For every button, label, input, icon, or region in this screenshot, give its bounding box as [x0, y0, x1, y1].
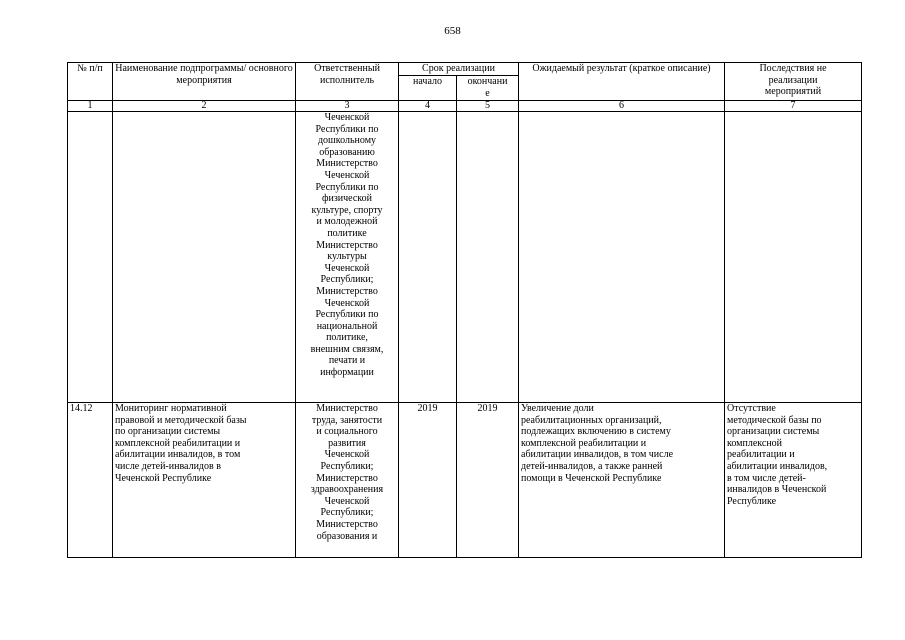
cell-line: печати и — [328, 355, 366, 367]
header-executor: Ответственный исполнитель — [296, 63, 399, 101]
cell-line: здравоохранения — [310, 484, 384, 496]
header-name: Наименование подпрограммы/ основного мероприятия — [113, 63, 296, 101]
cell-line: по организации системы — [115, 426, 221, 438]
cell-line: Республики; — [320, 507, 374, 519]
header-term-group: Срок реализации — [399, 63, 519, 76]
cell-line: организации системы — [727, 426, 820, 438]
cell-line: Министерство — [316, 158, 378, 170]
page-number: 658 — [444, 25, 461, 37]
cell-line: культуры — [327, 251, 367, 263]
column-number: 2 — [113, 101, 296, 112]
cell-line: реабилитации и — [727, 449, 795, 461]
cell-line: Республики по — [315, 309, 379, 321]
cell-line: образованию — [319, 146, 375, 158]
row-name — [113, 403, 296, 558]
cell-line: Министерство — [316, 239, 378, 251]
cell-line: внешним связям, — [310, 343, 384, 355]
column-number: 1 — [68, 101, 113, 112]
row-executor — [296, 403, 399, 558]
row-start: 2019 — [399, 403, 457, 558]
cell-line: абилитации инвалидов, в том — [115, 449, 241, 461]
table-row — [68, 403, 862, 558]
cell-line: Республики; — [320, 460, 374, 472]
cell-line: Министерство — [316, 518, 378, 530]
row-result — [519, 403, 725, 558]
column-number: 3 — [296, 101, 399, 112]
cell-line: культуре, спорту — [311, 204, 383, 216]
row-end: 2019 — [457, 403, 519, 558]
cell-line: Министерство — [316, 285, 378, 297]
column-number: 6 — [519, 101, 725, 112]
cell-line: правовой и методической базы — [115, 414, 247, 426]
cell-line: и социального — [316, 426, 378, 438]
cell-line: абилитации инвалидов, в том числе — [521, 449, 674, 461]
row-start — [399, 112, 457, 403]
cell-line: Чеченской — [324, 449, 370, 461]
cell-line: труда, занятости — [311, 414, 383, 426]
cell-line: комплексной реабилитации и — [521, 437, 647, 449]
row-consequences — [725, 403, 862, 558]
cell-line: политике, — [326, 332, 368, 344]
cell-line: детей-инвалидов, а также ранней — [521, 460, 663, 472]
cell-line: дошкольному — [317, 135, 377, 147]
cell-line: Чеченской — [324, 169, 370, 181]
cell-line: Министерство — [316, 472, 378, 484]
row-result — [519, 112, 725, 403]
cell-line: Республики; — [320, 274, 374, 286]
cell-line: Республики по — [315, 123, 379, 135]
row-name — [113, 112, 296, 403]
header-end: окончани е — [457, 76, 519, 101]
row-executor — [296, 112, 399, 403]
cell-line: политике — [327, 227, 367, 239]
column-number: 7 — [725, 101, 862, 112]
cell-line: Мониторинг нормативной — [115, 403, 227, 414]
row-consequences — [725, 112, 862, 403]
cell-line: национальной — [316, 320, 378, 332]
cell-line: подлежащих включению в систему — [521, 426, 671, 438]
cell-line: Республике — [727, 495, 777, 507]
cell-line: комплексной — [727, 437, 783, 449]
row-number: 14.12 — [68, 403, 113, 558]
cell-line: Чеченской — [324, 112, 370, 123]
cell-line: Чеченской Республике — [115, 472, 212, 484]
column-number-row — [68, 101, 862, 112]
cell-line: Министерство — [316, 403, 378, 414]
program-table — [67, 62, 862, 558]
table-row — [68, 112, 862, 403]
header-number: № п/п — [68, 63, 113, 101]
cell-line: числе детей-инвалидов в — [115, 460, 221, 472]
column-number: 5 — [457, 101, 519, 112]
row-number — [68, 112, 113, 403]
cell-line: абилитации инвалидов, — [727, 460, 828, 472]
cell-line: инвалидов в Чеченской — [727, 484, 827, 496]
cell-line: образования и — [316, 530, 378, 542]
row-end — [457, 112, 519, 403]
cell-line: информации — [320, 367, 374, 379]
cell-line: помощи в Чеченской Республике — [521, 472, 662, 484]
header-result: Ожидаемый результат (краткое описание) — [519, 63, 725, 101]
cell-line: развития — [328, 437, 366, 449]
cell-line: физической — [322, 193, 372, 205]
header-consequences: Последствия не реализации мероприятий — [725, 63, 862, 101]
cell-line: Чеченской — [324, 297, 370, 309]
cell-line: и молодежной — [316, 216, 378, 228]
cell-line: комплексной реабилитации и — [115, 437, 241, 449]
cell-line: Увеличение доли — [521, 403, 594, 414]
column-number: 4 — [399, 101, 457, 112]
header-start: начало — [399, 76, 457, 101]
cell-line: Отсутствие — [727, 403, 776, 414]
cell-line: Республики по — [315, 181, 379, 193]
cell-line: Чеченской — [324, 495, 370, 507]
cell-line: реабилитационных организаций, — [521, 414, 662, 426]
cell-line: в том числе детей- — [727, 472, 806, 484]
cell-line: Чеченской — [324, 262, 370, 274]
cell-line: методической базы по — [727, 414, 822, 426]
